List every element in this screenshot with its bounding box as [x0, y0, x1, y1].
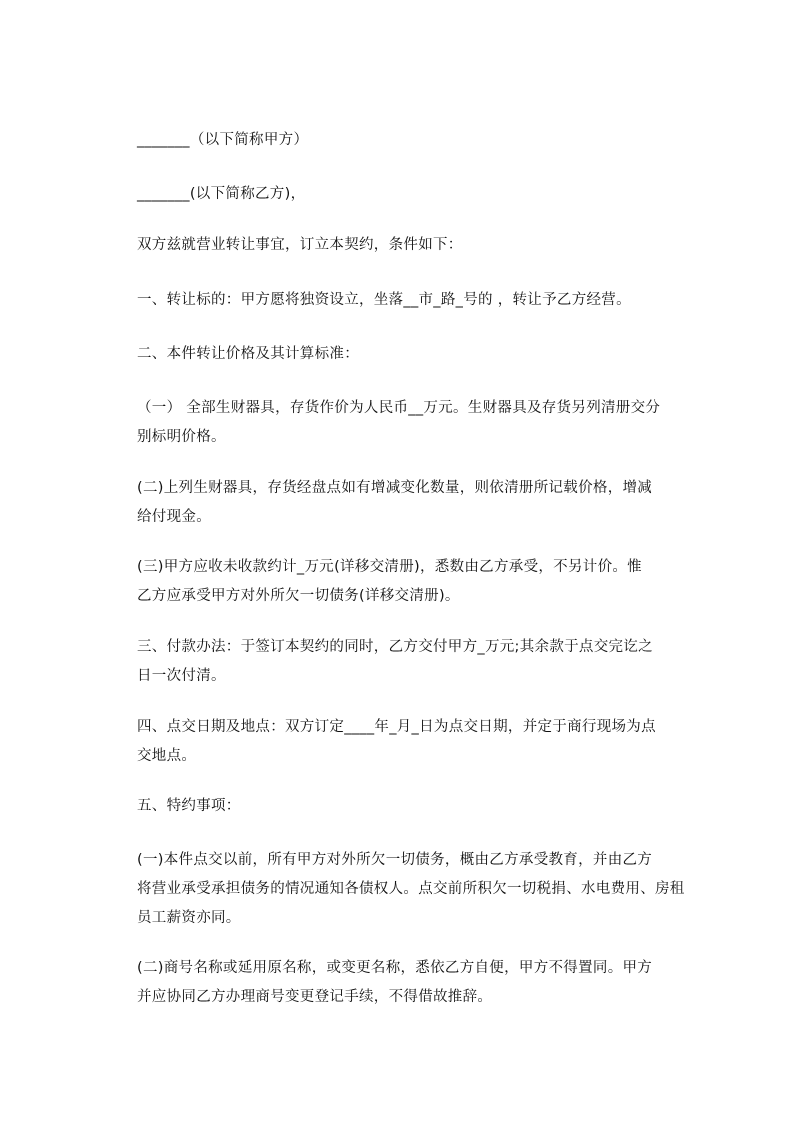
clause-2-2-line-1: (二)上列生财器具，存货经盘点如有增减变化数量，则依清册所记载价格，增减 [137, 480, 653, 496]
clause-5-2-line-2: 并应协同乙方办理商号变更登记手续，不得借故推辞。 [137, 989, 493, 1005]
clause-2-title [137, 340, 702, 369]
clause-5-title [137, 792, 702, 821]
clause-2-2 [137, 474, 702, 532]
party-a-text: _______（以下简称甲方） [137, 132, 309, 148]
party-b-text: _______(以下简称乙方)， [137, 186, 306, 202]
clause-2-3-line-1: (三)甲方应收未收款约计_万元(详移交清册)，悉数由乙方承受，不另计价。惟 [137, 559, 642, 575]
clause-2-1-line-2: 别标明价格。 [137, 429, 226, 445]
clause-1-text: 一、转让标的：甲方愿将独资设立，坐落__市_路_号的 ，转让予乙方经营。 [137, 292, 631, 308]
clause-4-line-2: 交地点。 [137, 748, 197, 764]
clause-3 [137, 633, 702, 691]
clause-5-1 [137, 846, 702, 933]
clause-5-1-line-2: 将营业承受承担债务的情况通知各债权人。点交前所积欠一切税捐、水电费用、房租 [137, 881, 685, 897]
clause-5-1-line-3: 员工薪资亦同。 [137, 910, 241, 926]
clause-4-line-1: 四、点交日期及地点：双方订定____年_月_日为点交日期，并定于商行现场为点 [137, 719, 656, 735]
clause-5-2-line-1: (二)商号名称或延用原名称，或变更名称，悉依乙方自便，甲方不得置同。甲方 [137, 960, 653, 976]
clause-2-title-text: 二、本件转让价格及其计算标准： [137, 346, 359, 362]
clause-2-3-line-2: 乙方应承受甲方对外所欠一切债务(详移交清册)。 [137, 588, 460, 604]
clause-3-line-2: 日一次付清。 [137, 668, 226, 684]
clause-4 [137, 713, 702, 771]
clause-2-1 [137, 394, 702, 452]
clause-3-line-1: 三、付款办法：于签订本契约的同时，乙方交付甲方_万元;其余款于点交完讫之 [137, 639, 653, 655]
party-b-line [137, 180, 702, 209]
intro-paragraph [137, 231, 702, 260]
clause-2-1-line-1: （一） 全部生财器具，存货作价为人民币__万元。生财器具及存货另列清册交分 [137, 400, 661, 416]
clause-5-1-line-1: (一)本件点交以前，所有甲方对外所欠一切债务，概由乙方承受教育，并由乙方 [137, 852, 653, 868]
intro-text: 双方兹就营业转让事宜，订立本契约，条件如下： [137, 237, 463, 253]
clause-5-title-text: 五、特约事项： [137, 798, 241, 814]
party-a-line [137, 126, 702, 155]
clause-2-2-line-2: 给付现金。 [137, 509, 211, 525]
clause-5-2 [137, 954, 702, 1012]
clause-2-3 [137, 553, 702, 611]
clause-1 [137, 286, 702, 315]
